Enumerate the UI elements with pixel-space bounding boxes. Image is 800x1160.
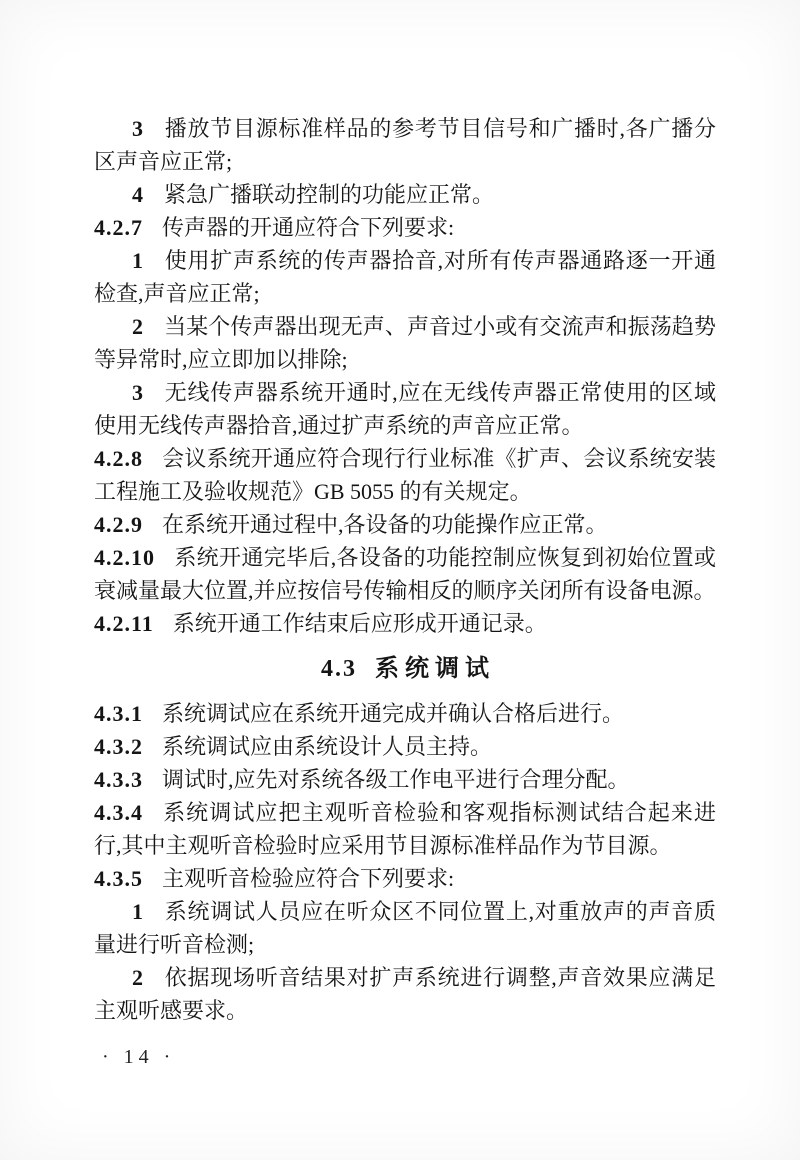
clause-text: 系统调试应由系统设计人员主持。 (162, 734, 493, 759)
item-text: 使用扩声系统的传声器拾音,对所有传声器通路逐一开通检查,声音应正常; (94, 248, 716, 306)
list-item-paragraph (94, 310, 716, 376)
clause-number: 4.3.1 (94, 701, 143, 726)
item-text: 系统调试人员应在听众区不同位置上,对重放声的声音质量进行听音检测; (94, 899, 716, 957)
item-text: 依据现场听音结果对扩声系统进行调整,声音效果应满足主观听感要求。 (94, 965, 716, 1023)
item-text: 播放节目源标准样品的参考节目信号和广播时,各广播分区声音应正常; (94, 116, 716, 174)
clause-text: 在系统开通过程中,各设备的功能操作应正常。 (162, 512, 608, 537)
clause-paragraph (94, 541, 716, 607)
item-number: 3 (132, 380, 144, 405)
item-number: 2 (132, 965, 144, 990)
clause-number: 4.3.2 (94, 734, 143, 759)
page-number: · 14 · (102, 1046, 176, 1068)
clause-paragraph (94, 697, 716, 730)
clause-text: 系统调试应把主观听音检验和客观指标测试结合起来进行,其中主观听音检验时应采用节目源标准样品作为节目源。 (94, 800, 716, 858)
item-text: 紧急广播联动控制的功能应正常。 (164, 182, 495, 207)
item-number: 1 (132, 248, 144, 273)
item-text: 无线传声器系统开通时,应在无线传声器正常使用的区域使用无线传声器拾音,通过扩声系统的声音应正常。 (94, 380, 716, 438)
clause-number: 4.2.7 (94, 215, 143, 240)
clause-paragraph (94, 763, 716, 796)
list-item-paragraph (94, 178, 716, 211)
item-number: 1 (132, 899, 144, 924)
list-item-paragraph (94, 112, 716, 178)
clause-text: 系统开通工作结束后应形成开通记录。 (172, 611, 547, 636)
item-number: 3 (132, 116, 144, 141)
clause-paragraph (94, 442, 716, 508)
clause-text: 系统调试应在系统开通完成并确认合格后进行。 (162, 701, 625, 726)
clause-text: 主观听音检验应符合下列要求: (162, 866, 455, 891)
clause-text: 传声器的开通应符合下列要求: (162, 215, 455, 240)
heading-number: 4.3 (321, 656, 357, 682)
text-block (94, 112, 716, 1027)
clause-paragraph (94, 607, 716, 640)
clause-number: 4.3.4 (94, 800, 143, 825)
clause-number: 4.3.5 (94, 866, 143, 891)
list-item-paragraph (94, 961, 716, 1027)
clause-number: 4.2.11 (94, 611, 154, 636)
item-number: 2 (132, 314, 144, 339)
clause-number: 4.2.9 (94, 512, 143, 537)
clause-paragraph (94, 508, 716, 541)
item-number: 4 (132, 182, 144, 207)
clause-paragraph (94, 862, 716, 895)
clause-number: 4.2.10 (94, 545, 155, 570)
clause-text: 会议系统开通应符合现行行业标准《扩声、会议系统安装工程施工及验收规范》GB 5055 的有关规定。 (94, 446, 716, 504)
clause-paragraph (94, 211, 716, 244)
clause-paragraph (94, 796, 716, 862)
item-text: 当某个传声器出现无声、声音过小或有交流声和振荡趋势等异常时,应立即加以排除; (94, 314, 716, 372)
clause-number: 4.3.3 (94, 767, 143, 792)
clause-paragraph (94, 730, 716, 763)
list-item-paragraph (94, 244, 716, 310)
clause-text: 系统开通完毕后,各设备的功能控制应恢复到初始位置或衰减量最大位置,并应按信号传输相反的顺序关闭所有设备电源。 (94, 545, 716, 603)
list-item-paragraph (94, 895, 716, 961)
section-heading (94, 653, 716, 686)
list-item-paragraph (94, 376, 716, 442)
clause-number: 4.2.8 (94, 446, 143, 471)
clause-text: 调试时,应先对系统各级工作电平进行合理分配。 (162, 767, 630, 792)
heading-title: 系 统 调 试 (375, 656, 489, 682)
